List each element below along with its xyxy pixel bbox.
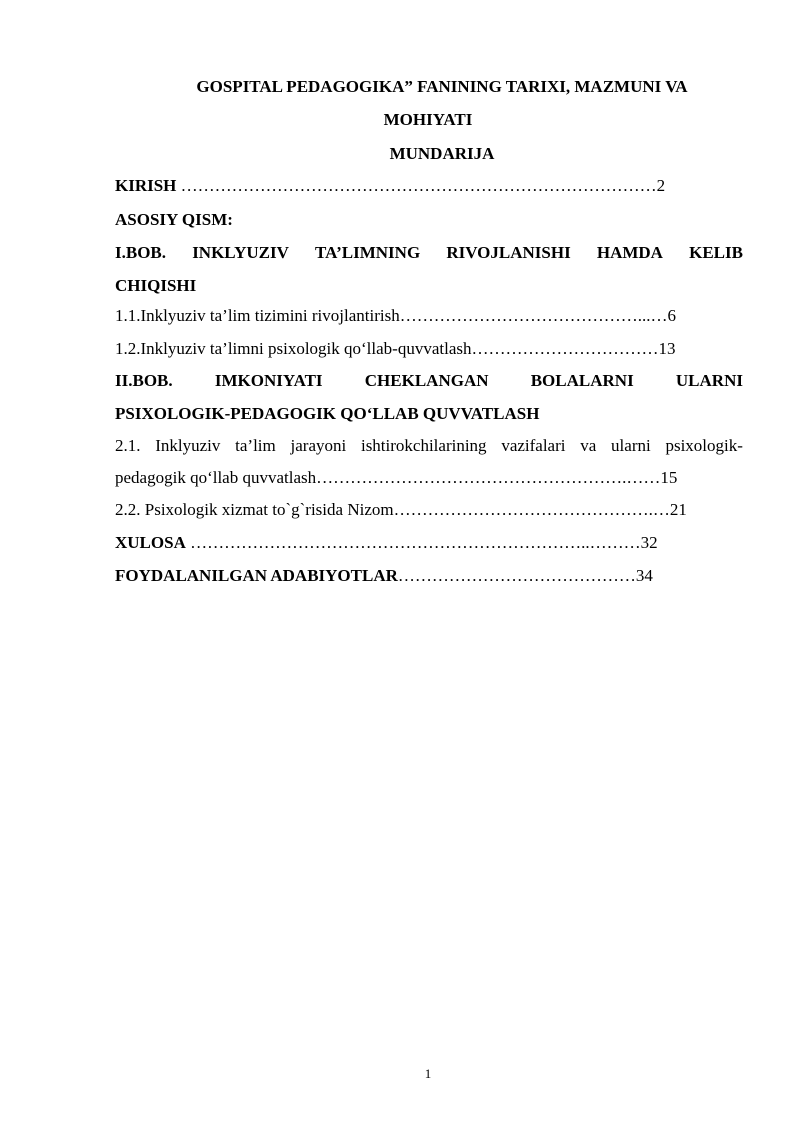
document-title-line-1: GOSPITAL PEDAGOGIKA” FANINING TARIXI, MAZMUNI VA — [196, 77, 688, 96]
toc-chapter-1-word: I.BOB. — [115, 243, 167, 262]
toc-entry-2-1-word: ta’lim — [235, 436, 276, 455]
toc-chapter-1-word: TA’LIMNING — [315, 243, 421, 262]
toc-chapter-2-line-2: PSIXOLOGIK-PEDAGOGIK QO‘LLAB QUVVATLASH — [115, 404, 540, 423]
toc-entry-xulosa-leader: ……………………………………………………………..………32 — [185, 533, 658, 552]
toc-chapter-2-line-1 — [115, 370, 743, 392]
toc-section-asosiy: ASOSIY QISM: — [115, 210, 233, 229]
toc-entry-kirish — [115, 175, 665, 197]
toc-entry-2-1-word: ishtirokchilarining — [360, 436, 487, 455]
toc-entry-2-1-word: Inklyuziv — [155, 436, 221, 455]
contents-heading: MUNDARIJA — [389, 144, 495, 163]
toc-chapter-1-word: HAMDA — [596, 243, 663, 262]
toc-entry-1-2: 1.2.Inklyuziv ta’limni psixologik qo‘llab-quvvatlash……………………………13 — [115, 339, 676, 358]
toc-entry-2-1-word: va — [580, 436, 597, 455]
toc-chapter-1-word: RIVOJLANISHI — [446, 243, 571, 262]
toc-entry-foydalanilgan-label: FOYDALANILGAN ADABIYOTLAR — [115, 566, 398, 585]
toc-chapter-2-word: BOLALARNI — [530, 371, 634, 390]
toc-entry-2-1-word: jarayoni — [290, 436, 347, 455]
page-number: 1 — [424, 1066, 432, 1081]
toc-entry-1-1: 1.1.Inklyuziv ta’lim tizimini rivojlantirish……………………………………...…6 — [115, 306, 676, 325]
toc-entry-2-1-line-1 — [115, 435, 743, 457]
toc-entry-xulosa-label: XULOSA — [115, 533, 186, 552]
document-title-line-2: MOHIYATI — [383, 110, 473, 129]
toc-chapter-1-word: KELIB — [689, 243, 743, 262]
toc-chapter-1-line-1 — [115, 242, 743, 264]
toc-entry-2-1-word: 2.1. — [115, 436, 141, 455]
toc-entry-2-2: 2.2. Psixologik xizmat to`g`risida Nizom……………………………………….…21 — [115, 500, 687, 519]
toc-entry-kirish-label: KIRISH — [115, 176, 177, 195]
toc-chapter-2-word: II.BOB. — [115, 371, 173, 390]
toc-entry-2-1-line-2: pedagogik qo‘llab quvvatlash……………………………………………….……15 — [115, 468, 678, 487]
toc-chapter-2-word: IMKONIYATI — [214, 371, 323, 390]
toc-chapter-1-word: INKLYUZIV — [192, 243, 289, 262]
toc-entry-2-1-word: vazifalari — [501, 436, 566, 455]
toc-entry-xulosa — [115, 532, 658, 554]
toc-chapter-1-line-2: CHIQISHI — [115, 276, 197, 295]
toc-chapter-2-word: CHEKLANGAN — [364, 371, 489, 390]
toc-chapter-2-word: ULARNI — [675, 371, 743, 390]
toc-entry-kirish-leader: …………………………………………………………………………2 — [176, 176, 666, 195]
toc-entry-2-1-word: psixologik- — [665, 436, 743, 455]
toc-entry-2-1-word: ularni — [611, 436, 651, 455]
toc-entry-foydalanilgan — [115, 565, 653, 587]
toc-entry-foydalanilgan-leader: ……………………………………34 — [397, 566, 653, 585]
